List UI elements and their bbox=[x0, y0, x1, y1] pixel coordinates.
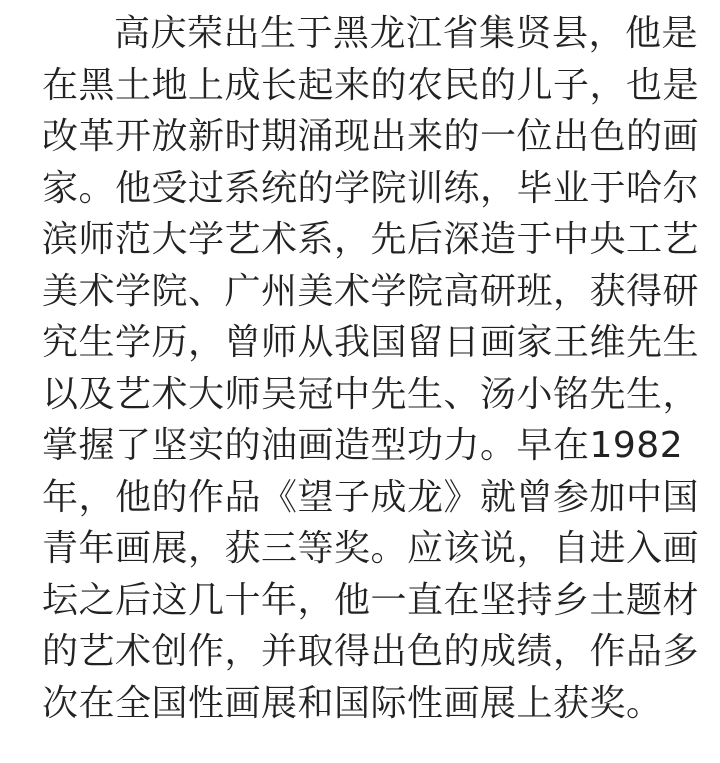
paragraph-line-14: 次在全国性画展和国际性画展上获奖。 bbox=[42, 682, 663, 724]
paragraph-line-2: 在黑土地上成长起来的农民的儿子，也是 bbox=[42, 64, 700, 106]
paragraph-line-6: 美术学院、广州美术学院高研班，获得研 bbox=[42, 270, 700, 312]
paragraph-line-5: 滨师范大学艺术系，先后深造于中央工艺 bbox=[42, 219, 700, 260]
paragraph-line-9: 掌握了坚实的油画造型功力。早在1982 bbox=[42, 425, 684, 466]
paragraph-line-12: 坛之后这几十年，他一直在坚持乡土题材 bbox=[42, 579, 700, 621]
paragraph-line-8: 以及艺术大师吴冠中先生、汤小铭先生， bbox=[42, 373, 700, 415]
paragraph-line-3: 改革开放新时期涌现出来的一位出色的画 bbox=[42, 116, 700, 157]
paragraph-line-7: 究生学历，曾师从我国留日画家王维先生 bbox=[42, 322, 700, 363]
paragraph-line-10: 年，他的作品《望子成龙》就曾参加中国 bbox=[42, 476, 700, 518]
paragraph-line-13: 的艺术创作，并取得出色的成绩，作品多 bbox=[42, 631, 700, 672]
article-paragraph bbox=[42, 8, 700, 729]
paragraph-line-4: 家。他受过系统的学院训练，毕业于哈尔 bbox=[42, 167, 700, 209]
paragraph-line-11: 青年画展，获三等奖。应该说，自进入画 bbox=[42, 528, 700, 569]
paragraph-line-1: 高庆荣出生于黑龙江省集贤县，他是 bbox=[114, 13, 699, 54]
